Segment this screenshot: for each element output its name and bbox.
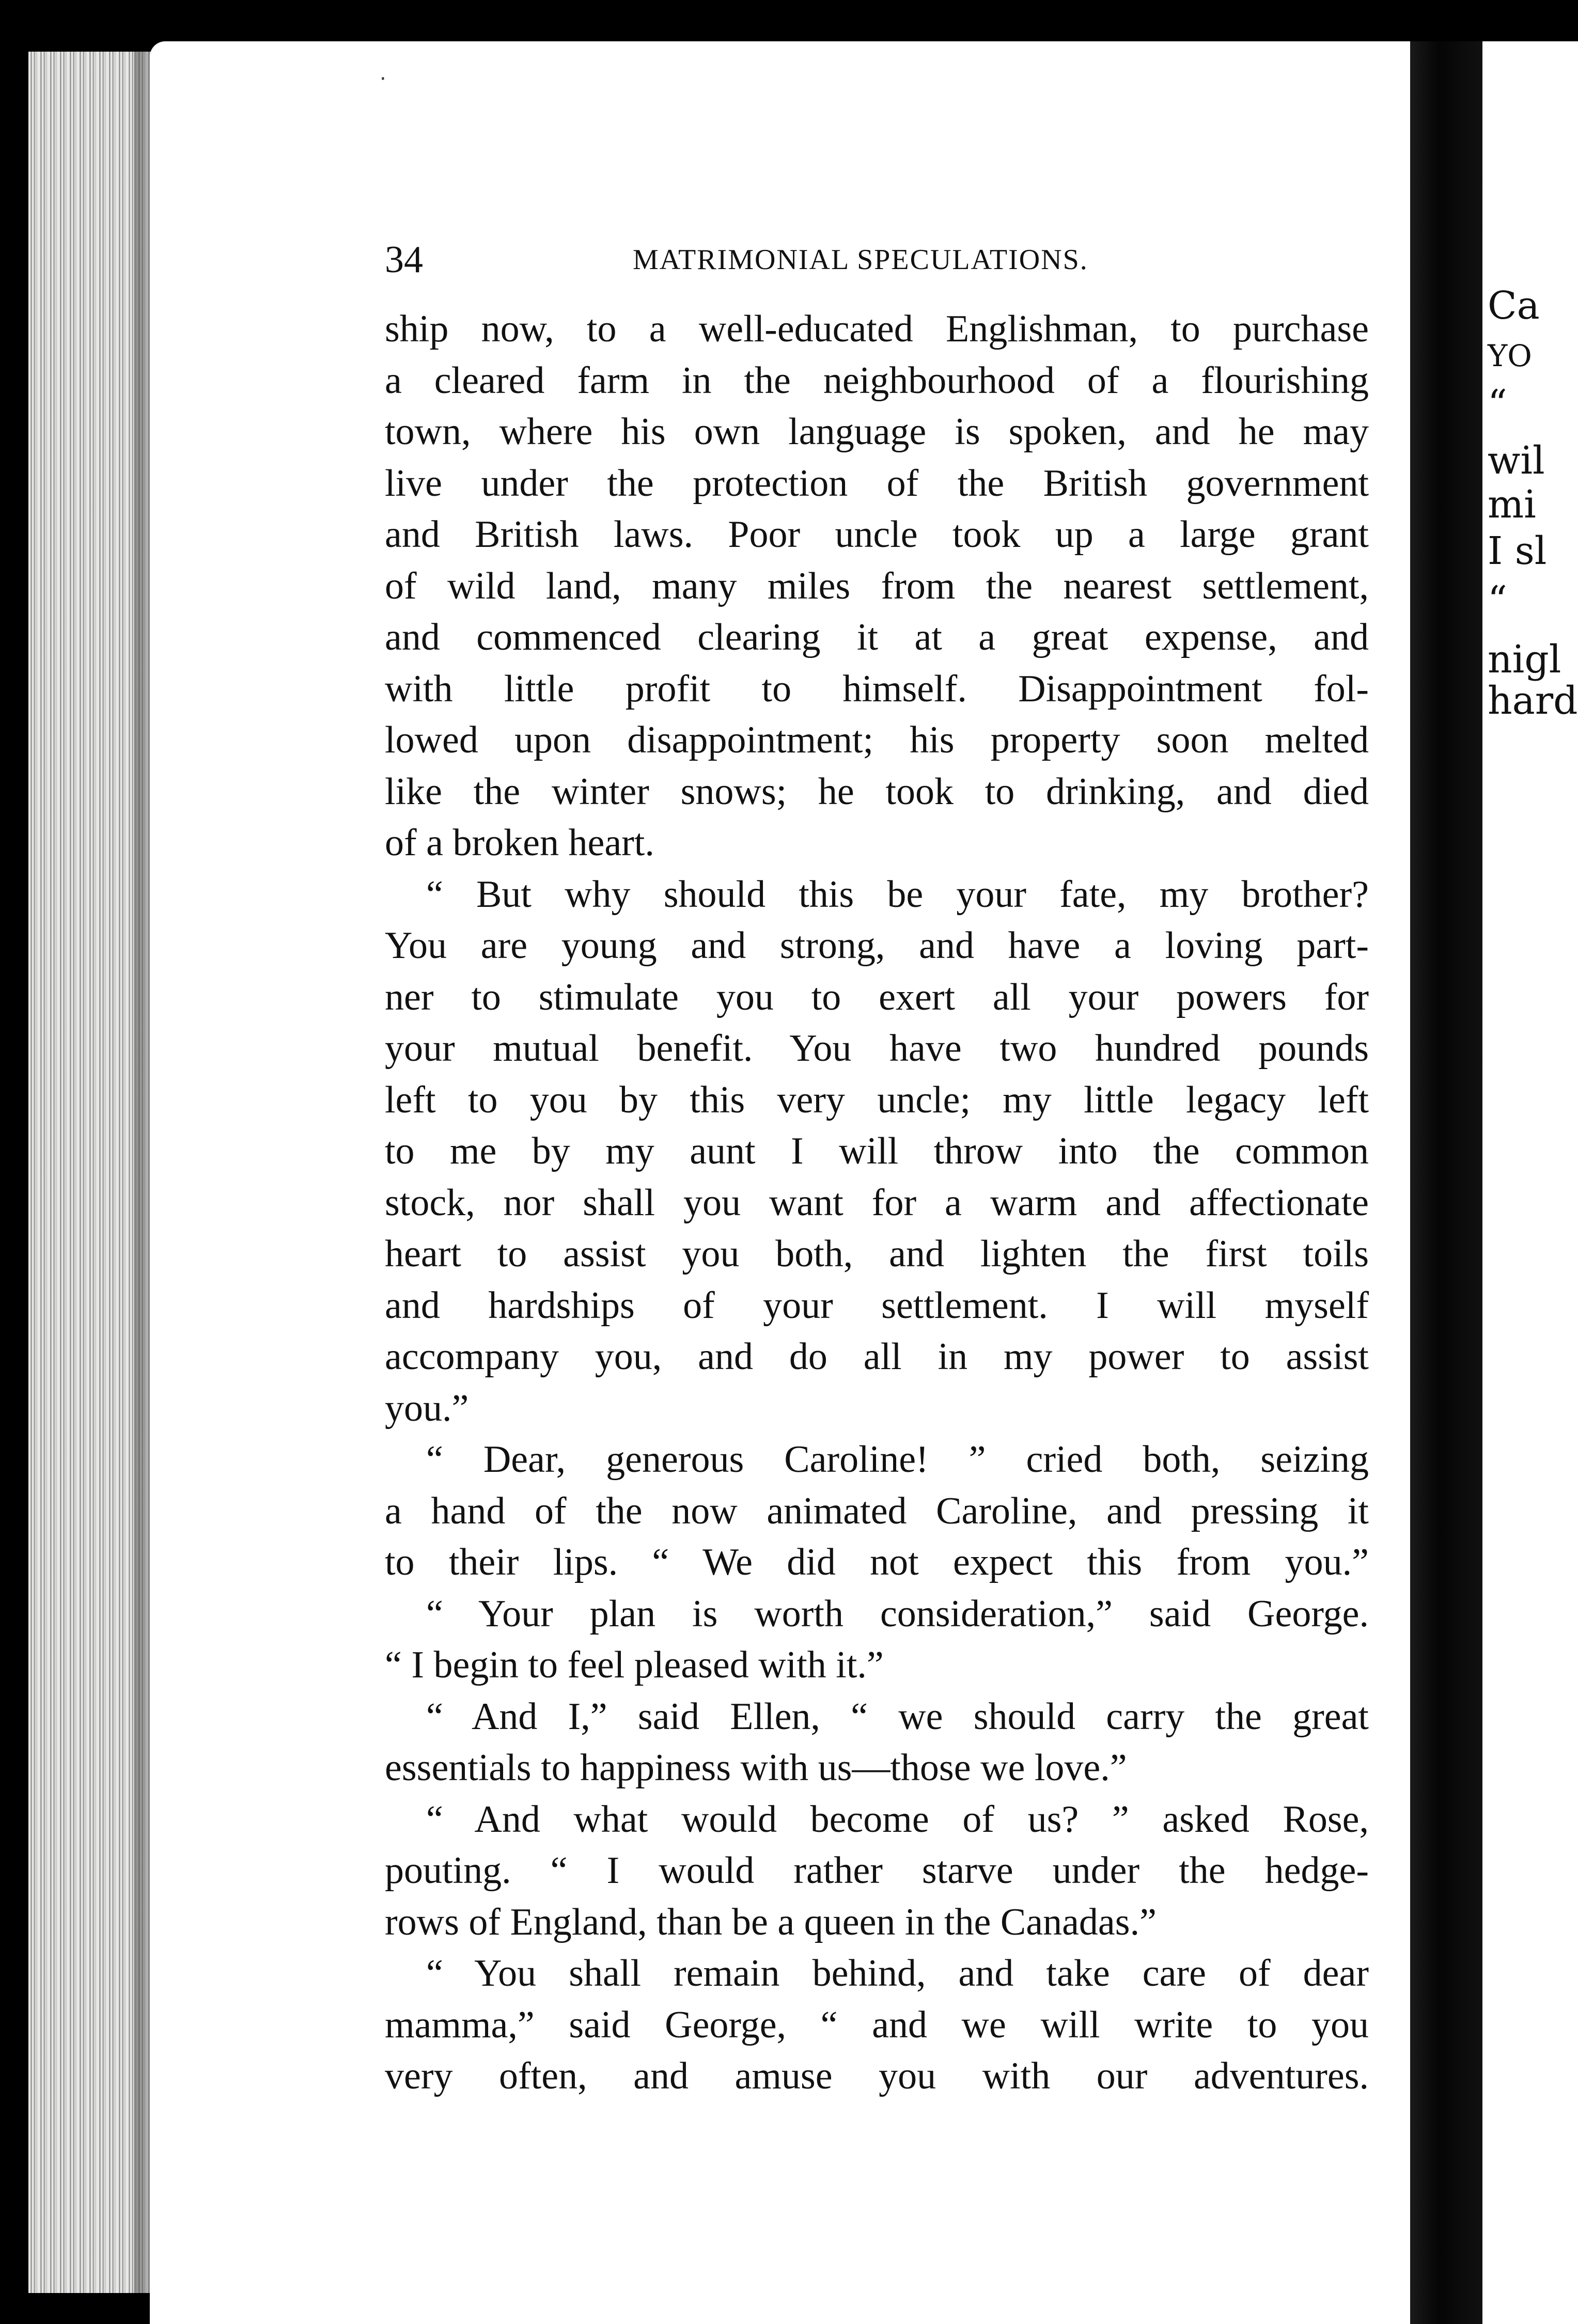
next-page-fragment: wil: [1488, 438, 1545, 483]
text-line: of a broken heart.: [385, 822, 654, 864]
running-title: MATRIMONIAL SPECULATIONS.: [633, 244, 1088, 276]
text-line: “ And I,” said Ellen, “ we should carry the great: [426, 1695, 1369, 1738]
text-line: “ And what would become of us? ” asked Rose,: [426, 1798, 1369, 1841]
text-line: You are young and strong, and have a loving part-: [385, 924, 1369, 967]
next-page-sliver: [1482, 41, 1578, 2324]
body-text: [385, 304, 1369, 2102]
text-line: pouting. “ I would rather starve under the hedge-: [385, 1849, 1369, 1892]
text-line: “ But why should this be your fate, my brother?: [426, 873, 1369, 916]
next-page-fragment: nigl: [1488, 637, 1561, 682]
text-line: and commenced clearing it at a great expense, and: [385, 616, 1369, 658]
text-line: ner to stimulate you to exert all your powers for: [385, 976, 1369, 1018]
text-line: accompany you, and do all in my power to assist: [385, 1336, 1369, 1378]
text-line: very often, and amuse you with our adventures.: [385, 2055, 1369, 2097]
next-page-fragment: mi: [1488, 482, 1536, 527]
text-line: a cleared farm in the neighbourhood of a flourishing: [385, 359, 1369, 402]
print-speck: ·: [380, 67, 386, 91]
text-line: lowed upon disappointment; his property soon melted: [385, 719, 1369, 761]
text-line: a hand of the now animated Caroline, and pressing it: [385, 1489, 1369, 1532]
next-page-fragment: “: [1488, 382, 1507, 426]
text-line: you.”: [385, 1387, 469, 1430]
text-line: rows of England, than be a queen in the Canadas.”: [385, 1901, 1157, 1943]
page-number: 34: [385, 239, 423, 281]
text-line: and hardships of your settlement. I will myself: [385, 1284, 1369, 1327]
next-page-fragment: “: [1488, 578, 1507, 622]
text-line: ship now, to a well-educated Englishman, to purchase: [385, 308, 1369, 350]
text-line: town, where his own language is spoken, and he may: [385, 411, 1369, 453]
next-page-fragment: Ca: [1488, 284, 1540, 328]
text-line: like the winter snows; he took to drinking, and died: [385, 770, 1369, 813]
text-line: essentials to happiness with us—those we love.”: [385, 1747, 1127, 1789]
text-line: left to you by this very uncle; my little legacy left: [385, 1078, 1369, 1121]
text-line: with little profit to himself. Disappointment fol-: [385, 667, 1369, 710]
text-line: “ I begin to feel pleased with it.”: [385, 1644, 884, 1686]
text-line: your mutual benefit. You have two hundred pounds: [385, 1027, 1369, 1070]
text-line: to me by my aunt I will throw into the common: [385, 1130, 1369, 1172]
next-page-fragment: I sl: [1488, 529, 1547, 573]
next-page-fragment: hard: [1488, 679, 1578, 723]
text-line: heart to assist you both, and lighten the first toils: [385, 1233, 1369, 1275]
text-line: “ Your plan is worth consideration,” said George.: [426, 1592, 1369, 1635]
next-page-fragment: YO: [1488, 338, 1532, 373]
book-spine: [1410, 41, 1482, 2324]
running-header: [385, 237, 1369, 283]
text-line: to their lips. “ We did not expect this from you.”: [385, 1541, 1369, 1583]
text-line: mamma,” said George, “ and we will write to you: [385, 2003, 1369, 2046]
text-line: live under the protection of the British government: [385, 462, 1369, 505]
text-line: of wild land, many miles from the nearest settlement,: [385, 564, 1369, 607]
text-line: “ Dear, generous Caroline! ” cried both, seizing: [426, 1438, 1369, 1481]
text-line: and British laws. Poor uncle took up a large grant: [385, 513, 1369, 556]
text-line: stock, nor shall you want for a warm and affectionate: [385, 1181, 1369, 1224]
text-line: “ You shall remain behind, and take care of dear: [426, 1952, 1369, 1995]
